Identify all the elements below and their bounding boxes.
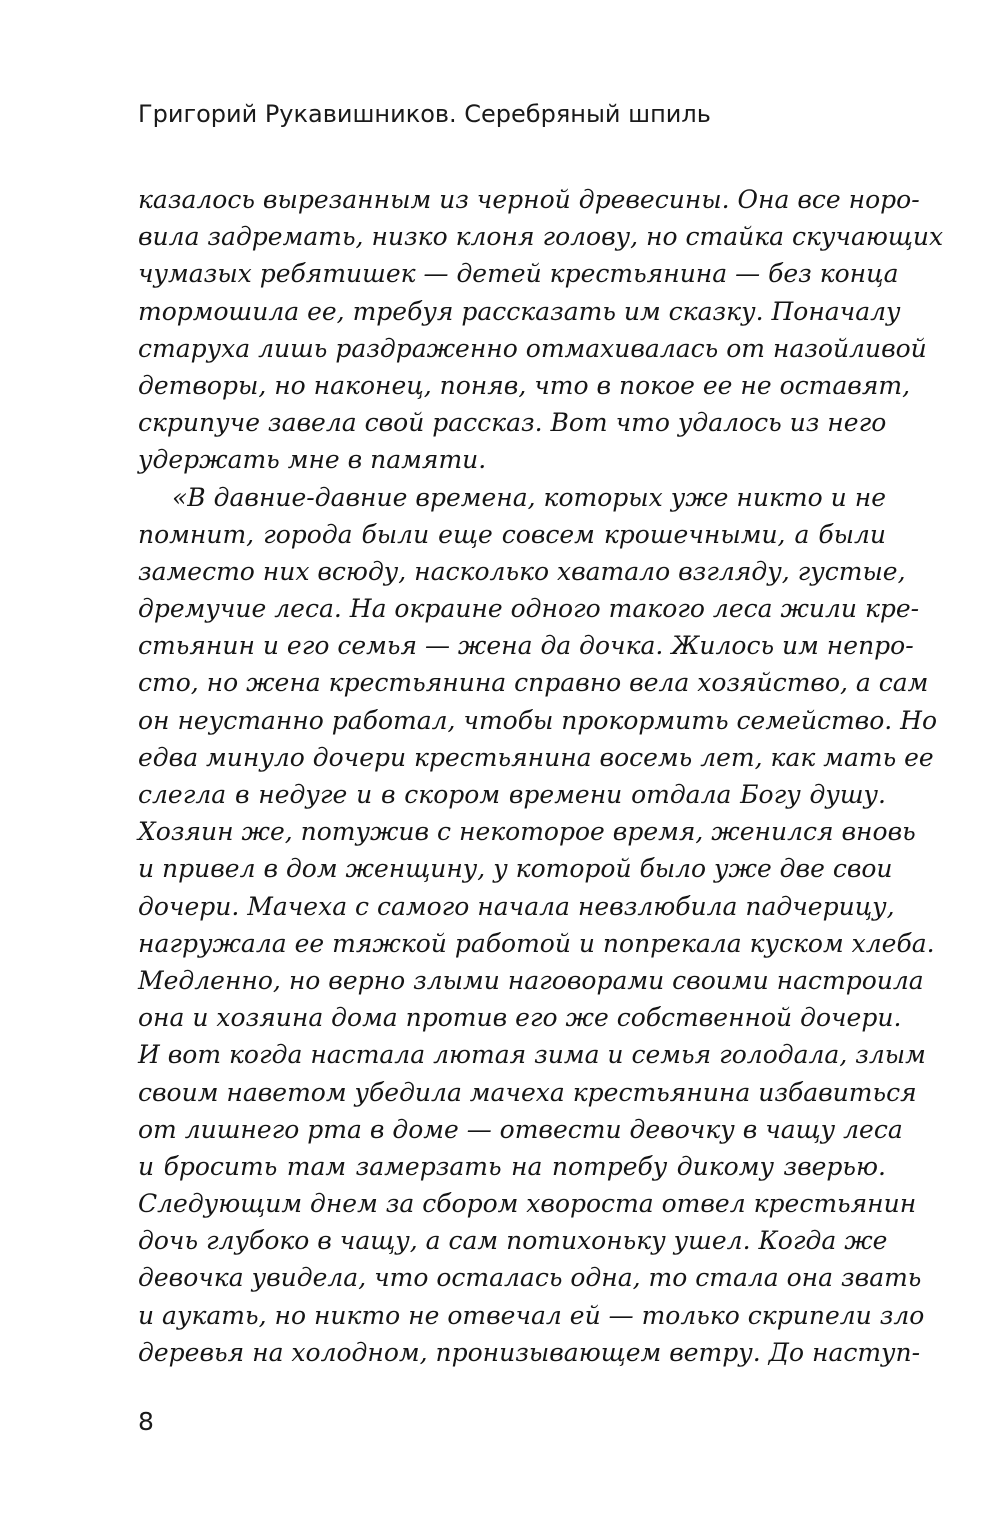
text-line: И вот когда настала лютая зима и семья голодала, злым	[138, 1040, 926, 1070]
text-line: Медленно, но верно злыми наговорами своими настроила	[138, 965, 924, 995]
paragraph-first-line: «В давние-давние времена, которых уже никто и не	[172, 482, 886, 512]
text-line: детворы, но наконец, поняв, что в покое ее не оставят,	[138, 370, 911, 400]
text-line: дочери. Мачеха с самого начала невзлюбила падчерицу,	[138, 891, 895, 921]
text-line: чумазых ребятишек — детей крестьянина — без конца	[138, 259, 899, 289]
running-header-title: Григорий Рукавишников. Серебряный шпиль	[138, 100, 711, 128]
page-body-text	[138, 181, 944, 1371]
page-number: 8	[138, 1407, 154, 1436]
text-line: и аукать, но никто не отвечал ей — только скрипели зло	[138, 1300, 925, 1330]
text-line: заместо них всюду, насколько хватало взгляду, густые,	[138, 556, 906, 586]
text-line: она и хозяина дома против его же собственной дочери.	[138, 1003, 902, 1033]
text-line: казалось вырезанным из черной древесины. Она все норо-	[138, 185, 920, 214]
text-line: дремучие леса. На окраине одного такого леса жили кре-	[138, 594, 920, 624]
text-line: своим наветом убедила мачеха крестьянина избавиться	[138, 1077, 917, 1107]
text-line: стьянин и его семья — жена да дочка. Жилось им непро-	[138, 631, 914, 661]
text-line: вила задремать, низко клоня голову, но стайка скучающих	[138, 222, 944, 252]
text-line: Следующим днем за сбором хвороста отвел крестьянин	[138, 1189, 917, 1219]
text-line: дочь глубоко в чащу, а сам потихоньку ушел. Когда же	[138, 1226, 888, 1256]
text-line: нагружала ее тяжкой работой и попрекала куском хлеба.	[138, 928, 935, 958]
text-line: он неустанно работал, чтобы прокормить семейство. Но	[138, 705, 937, 735]
text-line: скрипуче завела свой рассказ. Вот что удалось из него	[138, 408, 887, 438]
text-line: едва минуло дочери крестьянина восемь лет, как мать ее	[138, 742, 934, 772]
text-line: слегла в недуге и в скором времени отдала Богу душу.	[138, 780, 886, 809]
text-line: Хозяин же, потужив с некоторое время, женился вновь	[138, 817, 916, 847]
text-line: деревья на холодном, пронизывающем ветру. До наступ-	[138, 1337, 921, 1367]
text-line: помнит, города были еще совсем крошечными, а были	[138, 519, 886, 549]
text-line: и бросить там замерзать на потребу дикому зверью.	[138, 1151, 886, 1181]
text-line: и привел в дом женщину, у которой было уже две свои	[138, 854, 893, 884]
text-line: девочка увидела, что осталась одна, то стала она звать	[138, 1263, 922, 1293]
text-line: старуха лишь раздраженно отмахивалась от назойливой	[138, 333, 927, 363]
text-line: сто, но жена крестьянина справно вела хозяйство, а сам	[138, 668, 929, 698]
text-line: от лишнего рта в доме — отвести девочку в чащу леса	[138, 1114, 903, 1144]
text-line: тормошила ее, требуя рассказать им сказку. Поначалу	[138, 296, 901, 326]
paragraph-end-line: удержать мне в памяти.	[138, 445, 487, 475]
